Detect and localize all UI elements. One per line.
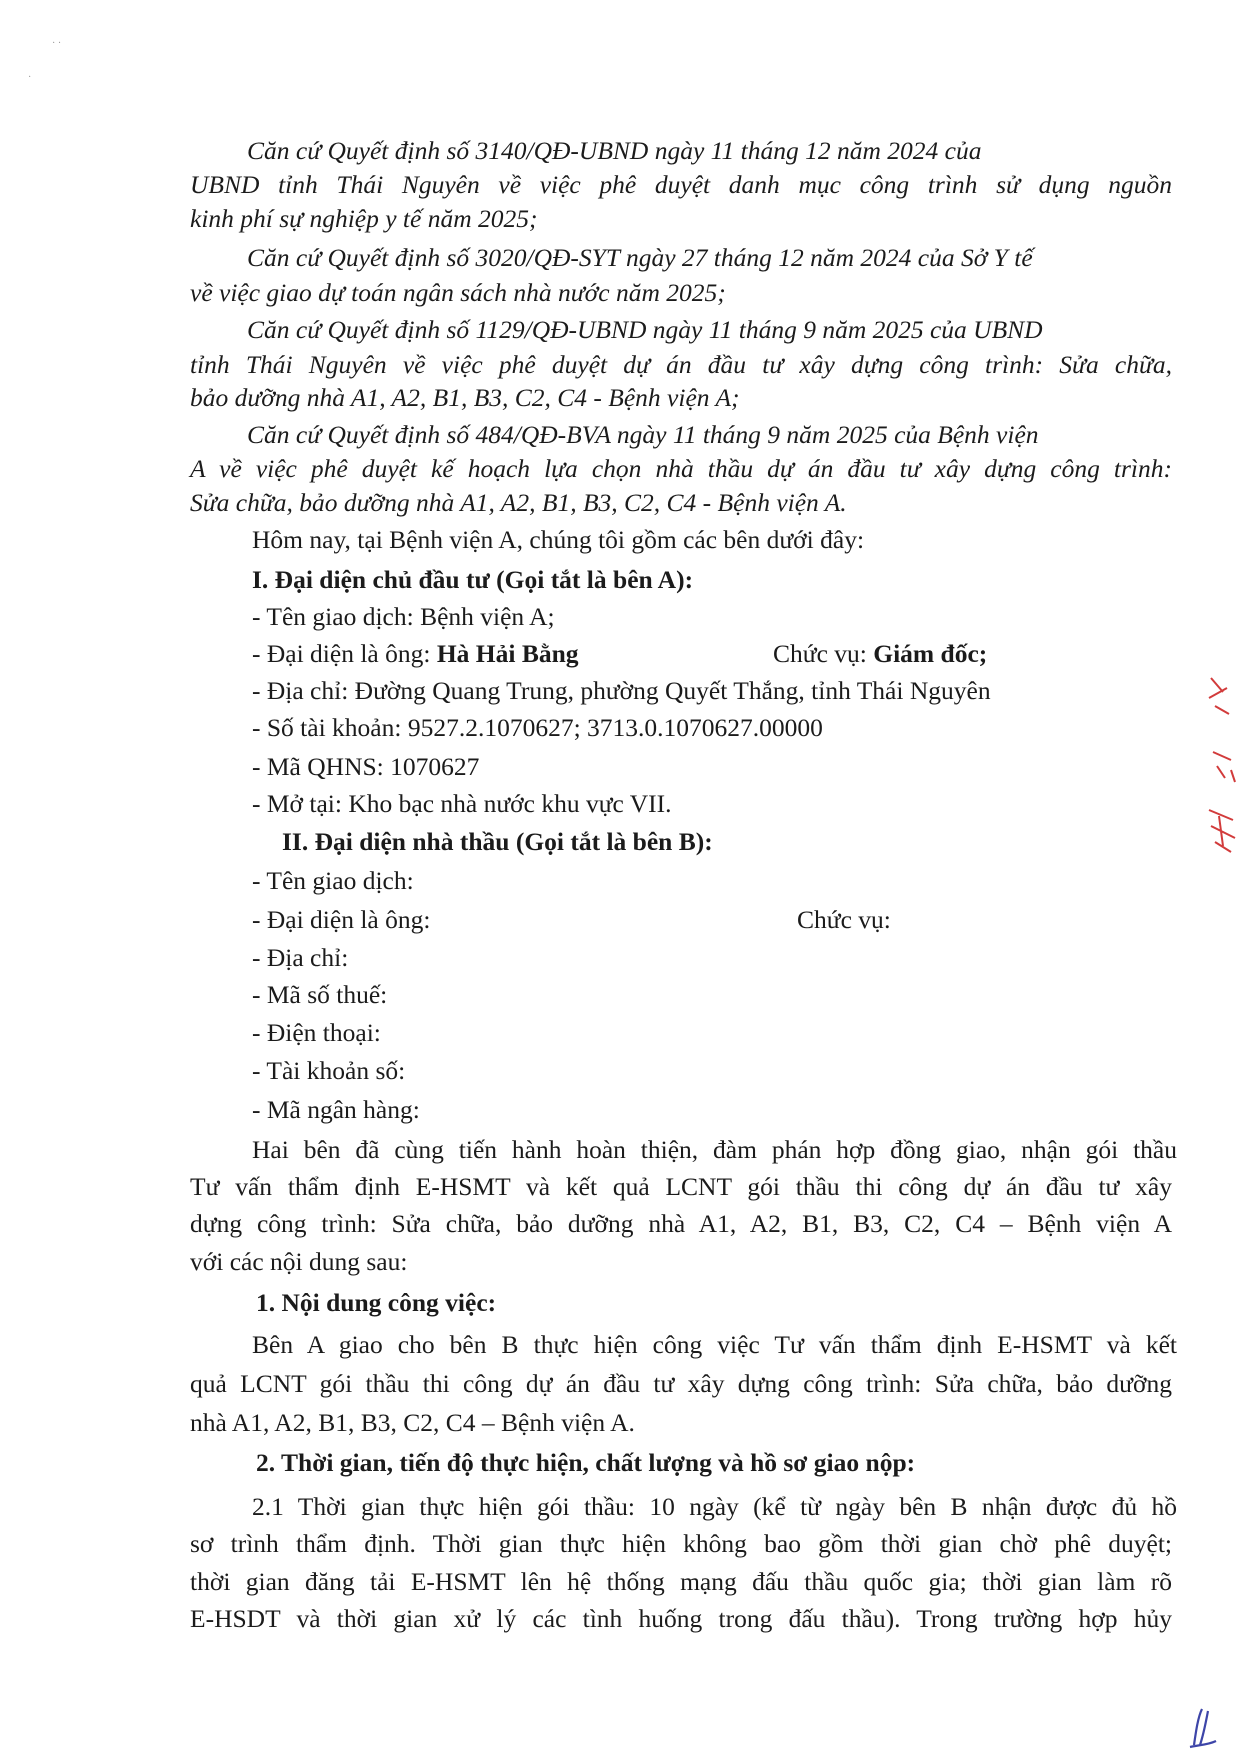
legal-basis-3-line-1: Căn cứ Quyết định số 1129/QĐ-UBND ngày 11 tháng 9 năm 2025 của UBND <box>247 315 1043 344</box>
scan-speck: · <box>28 72 32 83</box>
section-2-line-3: thời gian đăng tải E-HSMT lên hệ thống mạng đấu thầu quốc gia; thời gian làm rõ <box>190 1567 1172 1596</box>
legal-basis-1-line-2: UBND tỉnh Thái Nguyên về việc phê duyệt danh mục công trình sử dụng nguồn <box>190 170 1172 199</box>
legal-basis-4-line-1: Căn cứ Quyết định số 484/QĐ-BVA ngày 11 tháng 9 năm 2025 của Bệnh viện <box>247 420 1039 449</box>
section-2-line-2: sơ trình thẩm định. Thời gian thực hiện không bao gồm thời gian chờ phê duyệt; <box>190 1529 1172 1558</box>
intro-line: Hôm nay, tại Bệnh viện A, chúng tôi gồm các bên dưới đây: <box>252 525 865 554</box>
party-a-bank: - Mở tại: Kho bạc nhà nước khu vực VII. <box>252 789 672 818</box>
legal-basis-2-line-1: Căn cứ Quyết định số 3020/QĐ-SYT ngày 27 tháng 12 năm 2024 của Sở Y tế <box>247 243 1033 272</box>
party-a-position <box>773 636 987 672</box>
party-a-account: - Số tài khoản: 9527.2.1070627; 3713.0.1070627.00000 <box>252 713 823 742</box>
party-b-phone: - Điện thoại: <box>252 1018 381 1047</box>
legal-basis-3-line-3: bảo dưỡng nhà A1, A2, B1, B3, C2, C4 - Bệnh viện A; <box>190 383 740 412</box>
party-a-heading: I. Đại diện chủ đầu tư (Gọi tắt là bên A): <box>252 565 694 594</box>
pen-stroke <box>1190 1709 1216 1747</box>
section-1-line-1: Bên A giao cho bên B thực hiện công việc Tư vấn thẩm định E-HSMT và kết <box>252 1330 1177 1359</box>
agreement-line-4: với các nội dung sau: <box>190 1247 408 1276</box>
section-2-line-1: 2.1 Thời gian thực hiện gói thầu: 10 ngày (kể từ ngày bên B nhận được đủ hồ <box>252 1492 1177 1521</box>
legal-basis-1-line-3: kinh phí sự nghiệp y tế năm 2025; <box>190 204 538 233</box>
party-b-tax-code: - Mã số thuế: <box>252 980 388 1009</box>
party-b-bank-code: - Mã ngân hàng: <box>252 1095 420 1124</box>
red-stamp-marks <box>1205 670 1241 860</box>
section-2-line-4: E-HSDT và thời gian xử lý các tình huống trong đấu thầu). Trong trường hợp hủy <box>190 1604 1172 1633</box>
agreement-line-1: Hai bên đã cùng tiến hành hoàn thiện, đàm phán hợp đồng giao, nhận gói thầu <box>252 1135 1177 1164</box>
party-a-qhns: - Mã QHNS: 1070627 <box>252 752 480 781</box>
section-1-line-2: quả LCNT gói thầu thi công dự án đầu tư xây dựng công trình: Sửa chữa, bảo dưỡng <box>190 1369 1172 1398</box>
legal-basis-1-line-1: Căn cứ Quyết định số 3140/QĐ-UBND ngày 11 tháng 12 năm 2024 của <box>247 136 982 165</box>
party-a-position-label: Chức vụ: <box>773 639 874 668</box>
scan-speck: · · <box>52 38 62 49</box>
party-b-rep-label: - Đại diện là ông: <box>252 905 431 934</box>
section-2-heading: 2. Thời gian, tiến độ thực hiện, chất lượng và hồ sơ giao nộp: <box>256 1448 916 1477</box>
party-b-trade-name: - Tên giao dịch: <box>252 866 414 895</box>
party-b-account: - Tài khoản số: <box>252 1056 406 1085</box>
legal-basis-2-line-2: về việc giao dự toán ngân sách nhà nước năm 2025; <box>190 278 726 307</box>
stamp-stroke <box>1209 678 1229 714</box>
party-a-rep-name: Hà Hải Bằng <box>436 639 579 668</box>
party-a-address: - Địa chỉ: Đường Quang Trung, phường Quyết Thắng, tỉnh Thái Nguyên <box>252 676 991 705</box>
handwritten-initial-mark <box>1182 1705 1222 1750</box>
party-a-rep-label: - Đại diện là ông: <box>252 639 437 668</box>
section-1-heading: 1. Nội dung công việc: <box>256 1288 497 1317</box>
agreement-line-2: Tư vấn thẩm định E-HSMT và kết quả LCNT gói thầu thi công dự án đầu tư xây <box>190 1172 1172 1201</box>
party-b-address: - Địa chỉ: <box>252 943 349 972</box>
agreement-line-3: dựng công trình: Sửa chữa, bảo dưỡng nhà A1, A2, B1, B3, C2, C4 – Bệnh viện A <box>190 1209 1172 1238</box>
section-1-line-3: nhà A1, A2, B1, B3, C2, C4 – Bệnh viện A. <box>190 1408 635 1437</box>
party-b-heading: II. Đại diện nhà thầu (Gọi tắt là bên B): <box>282 827 713 856</box>
legal-basis-4-line-2: A về việc phê duyệt kế hoạch lựa chọn nhà thầu dự án đầu tư xây dựng công trình: <box>190 454 1172 483</box>
party-a-position-value: Giám đốc; <box>873 639 988 668</box>
party-a-trade-name: - Tên giao dịch: Bệnh viện A; <box>252 602 555 631</box>
legal-basis-4-line-3: Sửa chữa, bảo dưỡng nhà A1, A2, B1, B3, C2, C4 - Bệnh viện A. <box>190 488 847 517</box>
legal-basis-3-line-2: tỉnh Thái Nguyên về việc phê duyệt dự án đầu tư xây dựng công trình: Sửa chữa, <box>190 350 1172 379</box>
stamp-stroke <box>1209 810 1235 852</box>
party-b-position-label: Chức vụ: <box>797 905 891 934</box>
stamp-stroke <box>1213 752 1235 782</box>
party-b-representative-row <box>252 902 1152 938</box>
party-a-representative-row <box>252 636 1152 672</box>
